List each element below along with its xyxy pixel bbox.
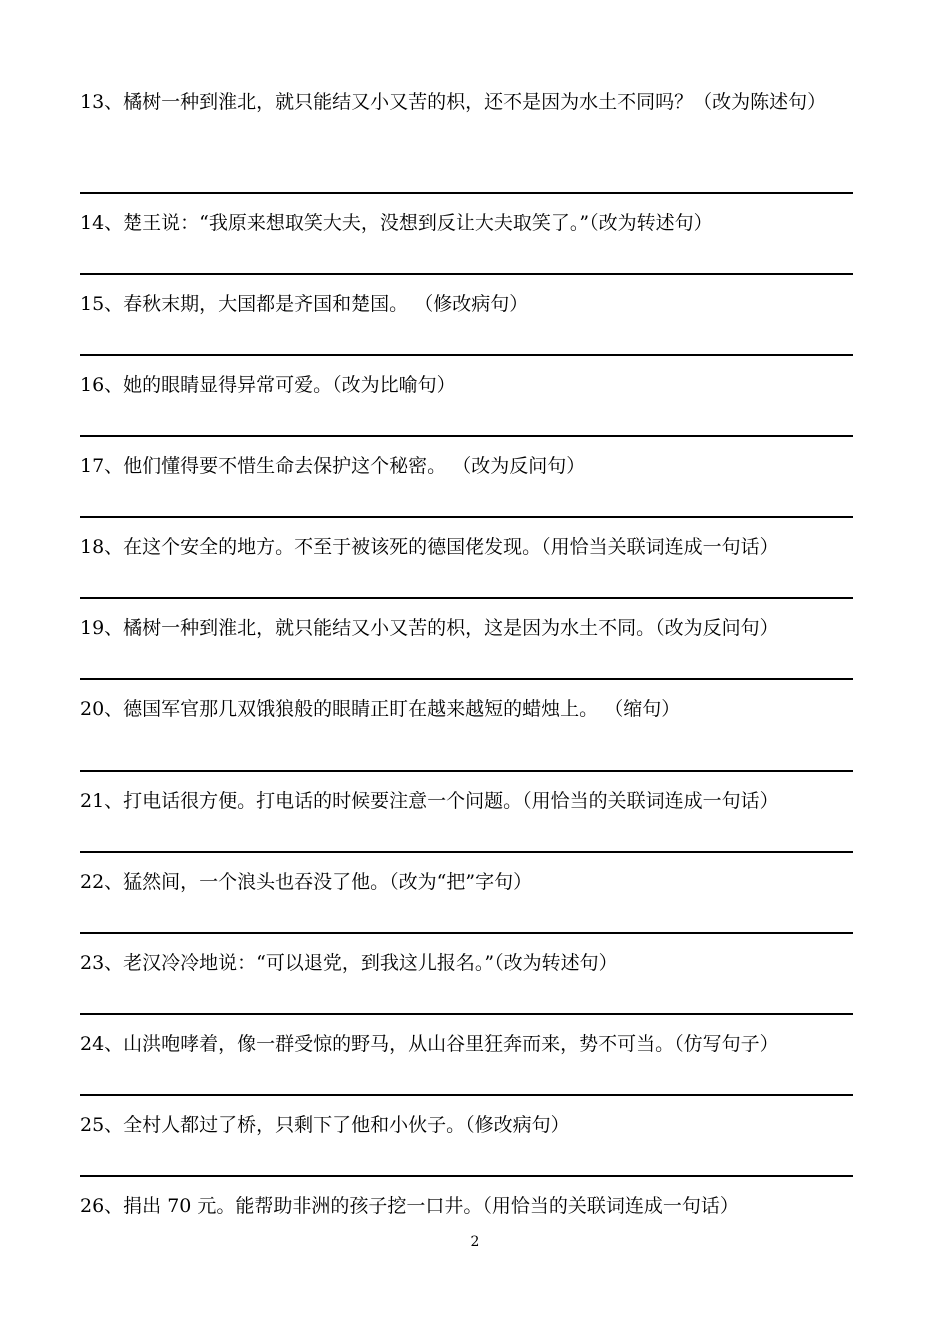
question-16: 16、她的眼睛显得异常可爱。（改为比喻句） <box>80 374 456 396</box>
question-24: 24、山洪咆哮着，像一群受惊的野马，从山谷里狂奔而来，势不可当。（仿写句子） <box>80 1033 779 1055</box>
question-13: 13、橘树一种到淮北，就只能结又小又苦的枳，还不是因为水土不同吗？（改为陈述句） <box>80 91 827 113</box>
question-18: 18、在这个安全的地方。不至于被该死的德国佬发现。（用恰当关联词连成一句话） <box>80 536 779 558</box>
answer-line-23[interactable] <box>80 1013 853 1015</box>
question-17: 17、他们懂得要不惜生命去保护这个秘密。 （改为反问句） <box>80 455 586 477</box>
question-22: 22、猛然间，一个浪头也吞没了他。（改为“把”字句） <box>80 871 533 893</box>
question-21: 21、打电话很方便。打电话的时候要注意一个问题。（用恰当的关联词连成一句话） <box>80 790 779 812</box>
answer-line-21[interactable] <box>80 851 853 853</box>
answer-line-24[interactable] <box>80 1094 853 1096</box>
answer-line-25[interactable] <box>80 1175 853 1177</box>
answer-line-17[interactable] <box>80 516 853 518</box>
question-15: 15、春秋末期，大国都是齐国和楚国。 （修改病句） <box>80 293 529 315</box>
question-23: 23、老汉冷冷地说：“可以退党，到我这儿报名。”（改为转述句） <box>80 952 618 974</box>
question-25: 25、全村人都过了桥，只剩下了他和小伙子。（修改病句） <box>80 1114 570 1136</box>
answer-line-18[interactable] <box>80 597 853 599</box>
answer-line-16[interactable] <box>80 435 853 437</box>
answer-line-13[interactable] <box>80 192 853 194</box>
answer-line-22[interactable] <box>80 932 853 934</box>
question-19: 19、橘树一种到淮北，就只能结又小又苦的枳，这是因为水土不同。（改为反问句） <box>80 617 779 639</box>
answer-line-14[interactable] <box>80 273 853 275</box>
question-20: 20、德国军官那几双饿狼般的眼睛正盯在越来越短的蜡烛上。 （缩句） <box>80 698 681 720</box>
question-26: 26、捐出 70 元。能帮助非洲的孩子挖一口井。（用恰当的关联词连成一句话） <box>80 1195 739 1217</box>
answer-line-15[interactable] <box>80 354 853 356</box>
answer-line-19[interactable] <box>80 678 853 680</box>
page-number: 2 <box>470 1234 480 1250</box>
question-14: 14、楚王说：“我原来想取笑大夫，没想到反让大夫取笑了。”（改为转述句） <box>80 212 713 234</box>
answer-line-20[interactable] <box>80 770 853 772</box>
